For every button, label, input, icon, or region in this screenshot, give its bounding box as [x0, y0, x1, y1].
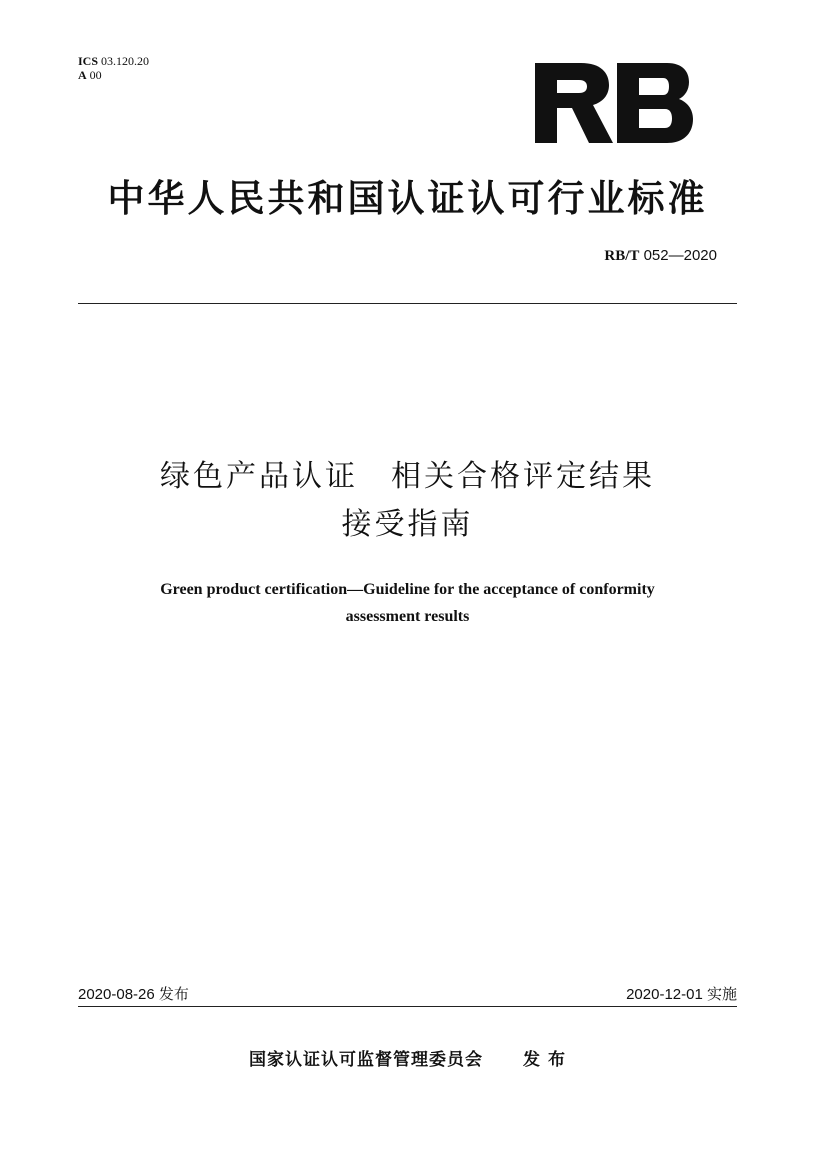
industry-standard-title: 中华人民共和国认证认可行业标准	[107, 177, 708, 220]
footer-divider	[78, 1006, 737, 1007]
issue-label: 发 布	[523, 1050, 566, 1070]
header-divider	[78, 303, 737, 304]
class-code: 00	[89, 68, 102, 82]
ics-label: ICS	[78, 54, 99, 68]
rb-logo	[535, 63, 693, 143]
title-en-line1: Green product certification—Guideline for the acceptance of conformity	[160, 581, 655, 598]
issuer-line	[0, 1045, 815, 1070]
standard-prefix: RB/T	[604, 248, 640, 264]
implement-date: 2020-12-01 实施	[626, 986, 737, 1003]
title-en-line2: assessment results	[345, 608, 470, 625]
standard-number	[604, 247, 717, 265]
ics-code: 03.120.20	[101, 54, 150, 68]
standard-number-value: 052—2020	[643, 247, 717, 264]
ics-classification	[78, 54, 149, 82]
class-label: A	[78, 68, 87, 82]
title-zh-line2: 接受指南	[341, 507, 474, 542]
title-zh-line1: 绿色产品认证 相关合格评定结果	[160, 459, 655, 494]
publish-date: 2020-08-26 发布	[78, 986, 189, 1003]
issuer-name: 国家认证认可监督管理委员会	[249, 1050, 484, 1070]
